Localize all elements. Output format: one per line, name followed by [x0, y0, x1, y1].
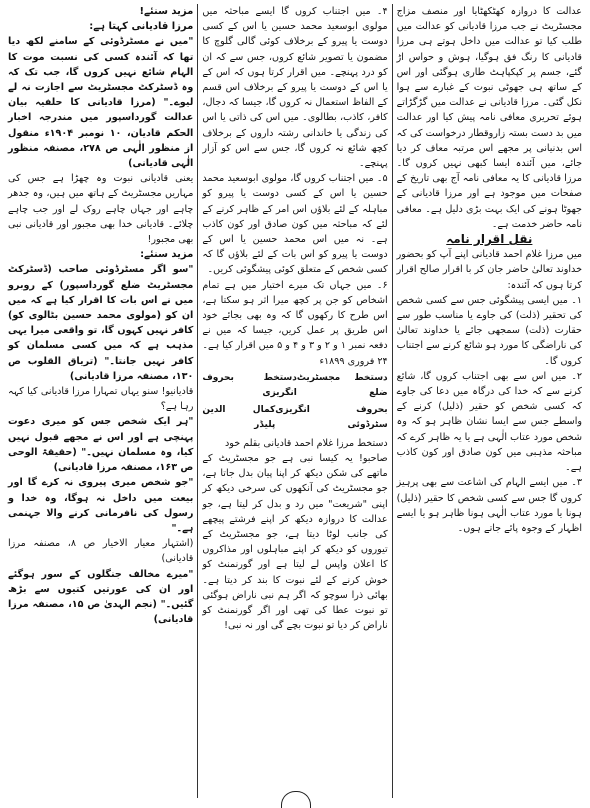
paragraph: ۱۔ میں ایسی پیشگوئی جس سے کسی شخص کی تحقیر (ذلت) کی جاوے یا مناسب طور سے حقارت (ذلت) سمجھی جائے یا خداوند تعالیٰ کی ناراضگی کا مورد ہو شائع کرنے سے اجتناب کروں گا۔ — [396, 294, 582, 367]
signature-label: بحروف انگریزی سٹرڈوئی — [275, 405, 388, 431]
paragraph: یعنی قادیانی نبوت وہ چھڑا ہے جس کی مہاریں مجسٹریٹ کے ہاتھ میں ہیں، وہ جدھر چاہے اور جہاں چاہے روک لے اور جب چاہے چلائے۔ قادیانی خدا بھی مجبور اور قادیانی نبی بھی مجبور! — [8, 173, 194, 246]
subheading: مزید سنئے: — [140, 249, 194, 261]
paragraph: صاحبو! یہ کیسا نبی ہے جو مجسٹریٹ کے ماتھے کی شکن دیکھ کر اپنا پیان بدل جاتا ہے، جو مجسٹریٹ کی آنکھوں کی سرخی دیکھ کر اپنی "شریعت" میں رد و بدل کر لیتا ہے، جو عدالت کا دروازہ دیکھ کر اپنے فرشتے پیچھے کی جانب لوٹا دیتا ہے، جو مجسٹریٹ کے تیوروں کو دیکھ کر اپنے مباہلوں اور مذاکروں کا اعلان واپس لے لیتا ہے اور گورنمنٹ کو خوش کرنے کے لئے نبوت کا بند کر دیتا ہے۔ بھائی ذرا سوچو کہ اگر ہم نبی ناراض ہوگئی تو نبوت عطا کی تھی اور اگر گورنمنٹ کو ناراض کر دیا تو نبوت بچے گی اور نہ نبی! — [202, 452, 388, 632]
paragraph: ۳۔ میں ایسے الہام کی اشاعت سے بھی پرہیز کروں گا جس سے کسی شخص کا حقیر (ذلیل) ہونا یا مورد عتاب الٰہی ہونا ظاہر ہو یا ایسے اظہار کے وجوہ پائے جاتے ہوں۔ — [396, 477, 582, 534]
column-divider-right — [392, 4, 393, 798]
signature-row — [202, 371, 387, 401]
signature-label: کمال الدین پلیڈر — [202, 405, 276, 431]
paragraph: قادیانیو! سنو یہاں تمہارا مرزا قادیانی کیا کہہ رہا ہے؟ — [8, 386, 194, 413]
quotation: "ہر ایک شخص جس کو میری دعوت پہنچی ہے اور اس نے مجھے قبول نہیں کیا، وہ مسلمان نہیں۔" (حقیقۃ الوحی ص ۱۶۳، مصنفہ مرزا قادیانی) — [8, 416, 194, 474]
paragraph: ۲۔ میں اس سے بھی اجتناب کروں گا، شائع کرنے سے کہ خدا کی درگاہ میں دعا کی جاوے کہ کسی شخص کو حقیر (ذلیل) کرنے کے واسطے جس سے ایسا نشان ظاہر ہو کہ وہ شخص مورد عتاب الٰہی ہے یا یہ ظاہر کرے کہ مباحثہ مذہبی میں کون صادق اور کون کاذب ہے۔ — [396, 370, 582, 474]
paragraph: ۴۔ میں اجتناب کروں گا ایسے مباحثہ میں مولوی ابوسعید محمد حسین یا اس کے کسی دوست یا پیرو کے برخلاف کوئی گالی گلوچ کا مضمون یا تصویر شائع کروں، جس سے کہ ان کو درد پہنچے۔ میں اقرار کرتا ہوں کہ اس کے یا اس کے دوست یا پیرو کے برخلاف اس قسم کے الفاظ استعمال نہ کروں گا، جیسا کہ دجال، کافر، کاذب، بطالوی۔ میں اس کی ذاتی یا اس کی زندگی یا خاندانی رشتہ داروں کے برخلاف کچھ شائع نہ کروں گا، جس سے اس کو آزار پہنچے۔ — [202, 6, 388, 170]
signature-label: دستخط مجسٹریٹ ضلع — [296, 372, 388, 399]
paragraph: دستخط مرزا غلام احمد قادیانی بقلم خود — [224, 437, 388, 449]
section-heading: نقل اقرار نامہ — [446, 232, 533, 247]
quotation: "میں نے مسٹرڈوئی کے سامنے لکھ دیا تھا کہ آئندہ کسی کی نسبت موت کا الہام شائع نہیں کروں گا، جب تک کہ وہ ڈسٹرکٹ مجسٹریٹ سے اجازت نہ لے لیوے۔" (مرزا قادیانی کا حلفیہ بیان عدالت گورداسپور میں مندرجہ اخبار الحکم قادیان، ۱۰ نومبر ۱۹۰۴ء منقول از منظور الٰہی ص ۲۷۸، مصنفہ منظور الٰہی قادیانی) — [8, 36, 194, 170]
column-right — [393, 4, 586, 798]
paragraph: عدالت کا دروازہ کھٹکھٹایا اور منصف مزاج مجسٹریٹ نے جب مرزا قادیانی کو عدالت میں طلب کیا تو عدالت میں داخل ہوتے ہی مرزا قادیانی کا رنگ فق ہوگیا، ہوش و حواس اڑ گئے، جسم پر کپکپاہٹ طاری ہوگئی اور اس کے ساتھ ہی جھوٹی نبوت کے غبارے سے ہوا نکل گئی۔ مرزا قادیانی نے عدالت میں گڑگڑاتے ہوئے تحریری معافی نامہ پیش کیا اور عدالت میں بد دست بستہ زاروقطار درخواست کی کہ اس بدنیانی پر مجھے اس مرتبہ معاف کر دیا جائے، میں آئندہ ایسا کبھی نہیں کروں گا۔ مرزا قادیانی کا یہ معافی نامہ آج بھی تاریخ کے صفحات میں موجود ہے اور مرزا قادیانی کے جھوٹا ہونے کی ایک بہت بڑی دلیل ہے۔ معافی نامہ حاضر خدمت ہے۔ — [396, 6, 582, 230]
quotation: "جو شخص میری پیروی نہ کرے گا اور بیعت میں داخل نہ ہوگا، وہ خدا و رسول کی نافرمانی کرنے والا جہنمی ہے۔" — [8, 477, 194, 534]
signature-row — [202, 403, 387, 433]
quotation: "میرے مخالف جنگلوں کے سور ہوگئے اور ان کی عورتیں کتیوں سے بڑھ گئیں۔" (نجم الہدیٰ ص ۱۵، مصنفہ مرزا قادیانی) — [8, 568, 194, 626]
paragraph: میں مرزا غلام احمد قادیانی اپنے آپ کو بحضور خداوند تعالیٰ حاضر جان کر با اقرار صالح اقرار کرتا ہوں کہ آئندہ: — [396, 249, 582, 291]
subheading: مرزا قادیانی کہتا ہے: — [89, 21, 194, 33]
signature-label: دستخط بحروف انگریزی — [202, 372, 297, 399]
column-left — [4, 4, 197, 798]
column-divider-left — [197, 4, 198, 798]
column-middle — [198, 4, 391, 798]
paragraph: ۵۔ میں اجتناب کروں گا، مولوی ابوسعید محمد حسین یا اس کے کسی دوست یا پیرو کو مباہلہ کے لئے بلاؤں اس امر کے ظاہر کرنے کے لئے کہ مباحثہ میں کون صادق اور کون کاذب ہے۔ نہ میں اس محمد حسین یا اس کے دوست یا پیرو کو اس بات کے لئے بلاؤں گا کہ کسی شخص کے متعلق کوئی پیشگوئی کریں۔ — [202, 173, 388, 276]
quotation: "سو اگر مسٹرڈوئی صاحب (ڈسٹرکٹ مجسٹریٹ ضلع گورداسپور) کے روبرو میں نے اس بات کا اقرار کیا ہے کہ میں ان کو (مولوی محمد حسین بٹالوی کو) کافر نہیں کہوں گا، تو واقعی میرا یہی مذہب ہے کہ میں کسی مسلمان کو کافر نہیں جانتا۔" (تریاق القلوب ص ۱۳۰، مصنفہ مرزا قادیانی) — [8, 264, 194, 382]
paragraph: (اشتہار معیار الاخیار ص ۸، مصنفہ مرزا قادیانی) — [8, 538, 194, 565]
paragraph: ۶۔ میں جہاں تک میرے اختیار میں ہے تمام اشخاص کو جن پر کچھ میرا اثر ہو سکتا ہے، اس طرح کا رکھوں گا کہ وہ بھی بجائے خود اس طریق پر عمل کریں، جیسا کہ میں نے دفعہ نمبر ۱ و ۲ و ۳ و ۴ و ۵ میں اقرار کیا ہے۔ ۲۴ فروری ۱۸۹۹ء — [202, 279, 388, 367]
subheading: مزید سنئے! — [139, 6, 194, 17]
